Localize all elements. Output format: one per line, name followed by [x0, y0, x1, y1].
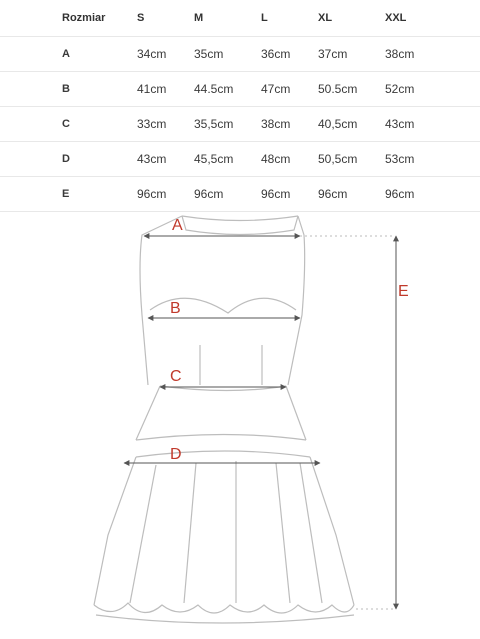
row-label: A — [62, 48, 70, 60]
label-a: A — [172, 217, 183, 234]
table-cell: 96cm — [194, 187, 224, 201]
header-cell-xxl: XXL — [385, 12, 407, 24]
table-cell: 33cm — [137, 117, 167, 131]
table-cell: 96cm — [385, 187, 415, 201]
row-label: D — [62, 153, 70, 165]
label-d: D — [170, 446, 182, 463]
measurement-lines — [124, 236, 396, 609]
table-cell: 45,5cm — [194, 152, 234, 166]
table-header-row — [0, 0, 480, 37]
header-cell-s: S — [137, 12, 145, 24]
table-cell: 40,5cm — [318, 117, 358, 131]
table-cell: 38cm — [385, 47, 415, 61]
table-row-c — [0, 107, 480, 142]
row-label: B — [62, 83, 70, 95]
table-cell: 96cm — [318, 187, 348, 201]
header-cell-rozmiar: Rozmiar — [62, 12, 106, 24]
table-cell: 44.5cm — [194, 82, 234, 96]
label-e: E — [398, 283, 409, 300]
row-label: E — [62, 188, 70, 200]
dress-outline — [94, 216, 354, 623]
table-cell: 43cm — [137, 152, 167, 166]
table-cell: 34cm — [137, 47, 167, 61]
table-cell: 96cm — [261, 187, 291, 201]
header-cell-xl: XL — [318, 12, 333, 24]
header-cell-l: L — [261, 12, 268, 24]
table-cell: 96cm — [137, 187, 167, 201]
table-cell: 38cm — [261, 117, 291, 131]
table-cell: 41cm — [137, 82, 167, 96]
table-row-d — [0, 142, 480, 177]
label-c: C — [170, 368, 182, 385]
row-label: C — [62, 118, 70, 130]
label-b: B — [170, 300, 181, 317]
table-cell: 37cm — [318, 47, 348, 61]
measurement-labels — [170, 217, 409, 463]
table-cell: 35,5cm — [194, 117, 234, 131]
dress-diagram — [0, 205, 480, 639]
size-table — [0, 0, 480, 212]
table-cell: 36cm — [261, 47, 291, 61]
header-cell-m: M — [194, 12, 204, 24]
table-row-b — [0, 72, 480, 107]
table-row-a — [0, 37, 480, 72]
table-cell: 52cm — [385, 82, 415, 96]
table-cell: 48cm — [261, 152, 291, 166]
table-cell: 35cm — [194, 47, 224, 61]
table-cell: 50.5cm — [318, 82, 358, 96]
table-cell: 43cm — [385, 117, 415, 131]
table-cell: 47cm — [261, 82, 291, 96]
table-cell: 50,5cm — [318, 152, 358, 166]
table-cell: 53cm — [385, 152, 415, 166]
